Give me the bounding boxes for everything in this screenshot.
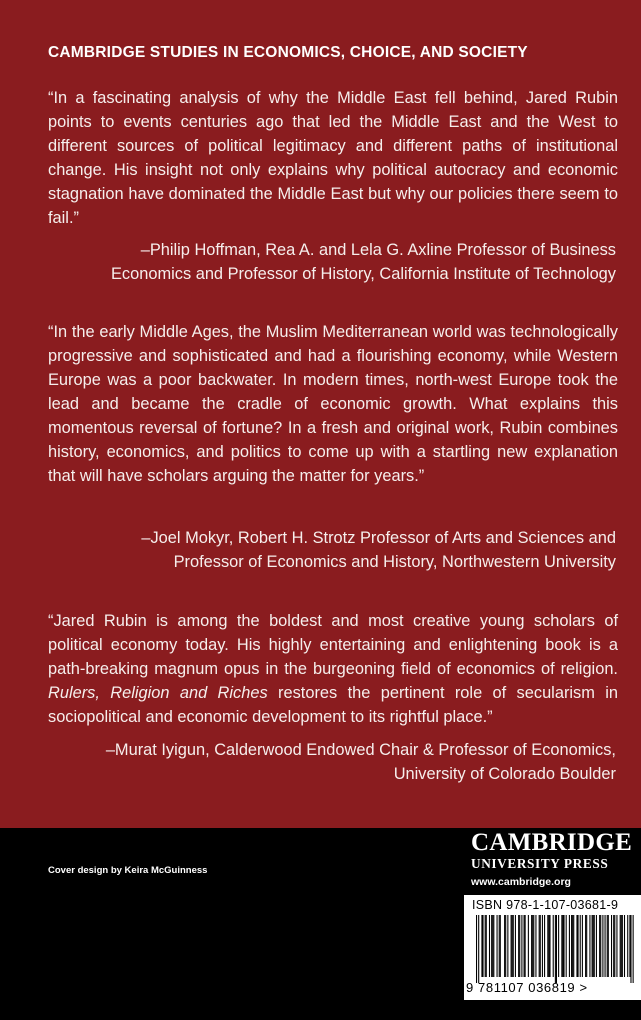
barcode-bar	[481, 915, 482, 977]
attribution-line: –Murat Iyigun, Calderwood Endowed Chair & Professor of Economics,	[105, 741, 616, 759]
barcode-bar	[524, 915, 525, 977]
barcode-bar	[624, 915, 625, 977]
cover-design-credit: Cover design by Keira McGuinness	[48, 865, 208, 876]
barcode-bar	[596, 915, 597, 977]
publisher-url: www.cambridge.org	[471, 876, 571, 888]
barcode-bar	[535, 915, 536, 977]
barcode-bar	[614, 915, 615, 977]
barcode-bar	[544, 915, 545, 977]
barcode-bar	[556, 915, 557, 983]
barcode-bar	[511, 915, 512, 977]
footer-panel	[0, 828, 641, 1020]
barcode-bar	[607, 915, 608, 977]
barcode-bar	[513, 915, 514, 977]
quote-text: “Jared Rubin is among the boldest and most creative young scholars of political economy today. His highly entertaining and enlightening book is a path-breaking magnum opus in the burgeoning field of economics of religion.	[48, 612, 618, 678]
barcode-bar	[616, 915, 617, 977]
barcode-bar	[630, 915, 631, 983]
barcode-bar	[500, 915, 501, 977]
barcode-bar	[600, 915, 601, 977]
barcode-bar	[515, 915, 516, 977]
barcode-bar	[542, 915, 543, 977]
barcode-bar	[519, 915, 520, 977]
barcode-bar	[553, 915, 554, 977]
barcode-bar	[605, 915, 606, 977]
publisher-press: UNIVERSITY PRESS	[471, 856, 609, 871]
barcode-bar	[549, 915, 550, 977]
barcode-bar	[548, 915, 549, 977]
barcode-bar	[507, 915, 508, 977]
barcode-bar	[592, 915, 593, 977]
barcode-bar	[547, 915, 548, 977]
barcode-bar	[585, 915, 586, 977]
barcode-bar	[589, 915, 590, 977]
barcode-box	[464, 895, 641, 1000]
barcode-bar	[540, 915, 541, 977]
barcode-bar	[622, 915, 623, 977]
endorsement-attribution-mokyr	[56, 526, 616, 574]
barcode-bar	[561, 915, 562, 977]
barcode-bar	[493, 915, 494, 977]
quote-text: restores the pertinent role of secularism in sociopolitical and economic development to its rightful place.”	[48, 684, 618, 726]
barcode-bar	[578, 915, 579, 977]
endorsement-attribution-iyigun	[96, 738, 616, 786]
barcode-bar	[633, 915, 634, 983]
attribution-line: Professor of Economics and History, Northwestern University	[173, 553, 616, 571]
barcode-bar	[539, 915, 540, 977]
barcode-bar	[602, 915, 603, 977]
attribution-line: Economics and Professor of History, California Institute of Technology	[110, 265, 616, 283]
barcode-bar	[594, 915, 595, 977]
barcode-bar	[492, 915, 493, 977]
book-title-italic: Rulers, Religion and Riches	[48, 684, 268, 702]
barcode-bar	[621, 915, 622, 977]
endorsement-quote-mokyr: “In the early Middle Ages, the Muslim Mediterranean world was technologically progressive and sophisticated and had a flourishing economy, while Western Europe was a poor backwater. In modern times, north-west Europe took the lead and became the cradle of economic growth. What explains this momentous reversal of fortune? In a fresh and original work, Rubin combines history, economics, and politics to come up with a startling new explanation that will have scholars arguing the matter for years.”	[48, 323, 618, 485]
barcode-bar	[497, 915, 498, 977]
barcode-bar	[586, 915, 587, 977]
barcode-bar	[572, 915, 573, 977]
barcode-bar	[573, 915, 574, 977]
barcode-bar	[629, 915, 630, 977]
barcode-bar	[489, 915, 490, 977]
barcode-bar	[593, 915, 594, 977]
barcode-bar	[531, 915, 532, 977]
isbn-label: ISBN 978-1-107-03681-9	[472, 898, 619, 912]
barcode-bar	[525, 915, 526, 977]
barcode-bar	[620, 915, 621, 977]
barcode-bar	[580, 915, 581, 977]
barcode-bar	[611, 915, 612, 977]
attribution-line: –Philip Hoffman, Rea A. and Lela G. Axline Professor of Business	[140, 241, 616, 259]
barcode-bar	[476, 915, 477, 983]
barcode-bar	[562, 915, 563, 977]
barcode-bar	[555, 915, 556, 983]
barcode-bar	[569, 915, 570, 977]
barcode-bar	[533, 915, 534, 977]
barcode-bar	[512, 915, 513, 977]
barcode-bar	[485, 915, 486, 977]
endorsement-attribution-hoffman	[96, 238, 616, 286]
barcode-bar	[478, 915, 479, 983]
barcode-bar	[528, 915, 529, 977]
barcode-bar	[613, 915, 614, 977]
attribution-line: –Joel Mokyr, Robert H. Strotz Professor of Arts and Sciences and	[141, 529, 616, 547]
endorsement-quote-hoffman: “In a fascinating analysis of why the Middle East fell behind, Jared Rubin points to events centuries ago that led the Middle East and the West to different sources of political legitimacy and different paths of institutional change. His insight not only explains why political autocracy and economic stagnation have dominated the Middle East but why our policies there seem to fail.”	[48, 89, 618, 227]
barcode-bar	[518, 915, 519, 977]
publisher-name: CAMBRIDGE	[471, 829, 633, 856]
barcode-bar	[521, 915, 522, 977]
publisher-logo	[471, 830, 641, 890]
barcode-bar	[582, 915, 583, 977]
barcode-bar	[571, 915, 572, 977]
barcode-bar	[505, 915, 506, 977]
barcode-bar	[504, 915, 505, 977]
barcode-bar	[532, 915, 533, 977]
barcode-bar	[491, 915, 492, 977]
endorsement-quote-iyigun	[48, 609, 618, 729]
barcode-bar	[558, 915, 559, 977]
barcode-bar	[576, 915, 577, 977]
barcode-bar	[486, 915, 487, 977]
barcode-bar	[499, 915, 500, 977]
barcode-bar	[482, 915, 483, 977]
barcode-bar	[563, 915, 564, 977]
barcode-bar	[608, 915, 609, 977]
barcode-digits: 9 781107 036819 >	[466, 980, 588, 995]
barcode-bar	[627, 915, 628, 977]
series-title: CAMBRIDGE STUDIES IN ECONOMICS, CHOICE, AND SOCIETY	[48, 44, 528, 61]
barcode-bar	[599, 915, 600, 977]
barcode-bar	[566, 915, 567, 977]
attribution-line: University of Colorado Boulder	[393, 765, 616, 783]
